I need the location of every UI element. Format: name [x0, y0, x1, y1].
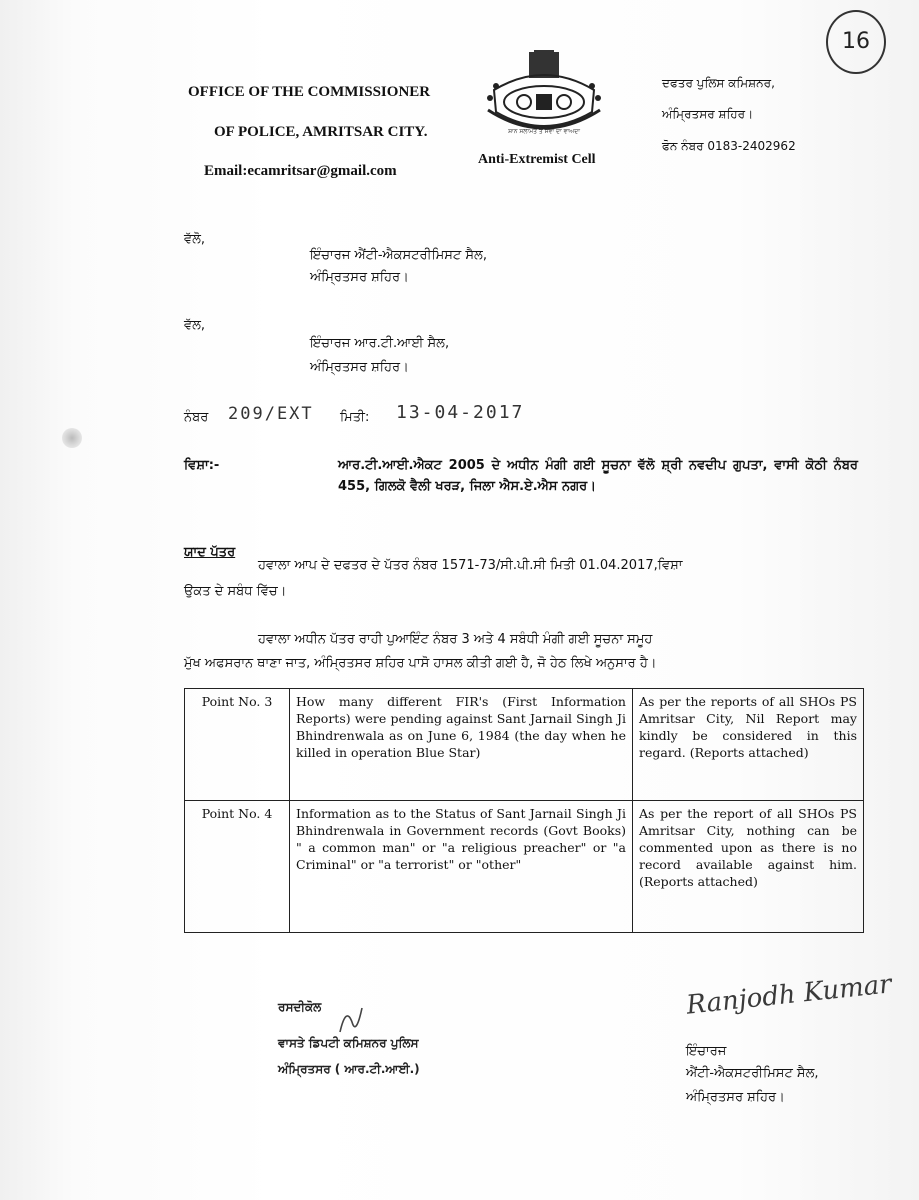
table-row — [185, 801, 864, 933]
to-label: ਵੱਲ, — [184, 318, 206, 333]
from-label: ਵੱਲੋ, — [184, 232, 206, 247]
from-line1: ਇੰਚਾਰਜ ਐਂਟੀ-ਐਕਸਟਰੀਮਿਸਟ ਸੈਲ, — [310, 248, 487, 263]
point-cell: Point No. 3 — [185, 689, 290, 801]
pa-phone: ਫੋਨ ਨੰਬਰ 0183-2402962 — [662, 139, 796, 153]
answer-cell: As per the report of all SHOs PS Amritsar City, nothing can be commented upon as there is no record available against him. (Reports attached) — [633, 801, 864, 933]
answer-cell: As per the reports of all SHOs PS Amritsar City, Nil Report may kindly be considered in this regard. (Reports attached) — [633, 689, 864, 801]
to-line1: ਇੰਚਾਰਜ ਆਰ.ਟੀ.ਆਈ ਸੈਲ, — [310, 336, 450, 351]
punch-hole — [62, 428, 82, 448]
para1-line2: ਉਕਤ ਦੇ ਸਬੰਧ ਵਿੱਚ। — [184, 584, 287, 599]
pa-city: ਅੰਮ੍ਰਿਤਸਰ ਸ਼ਹਿਰ। — [662, 107, 754, 121]
ref-date-value: 13-04-2017 — [396, 402, 525, 423]
signature-line2: ਐਂਟੀ-ਐਕਸਟਰੀਮਿਸਟ ਸੈਲ, — [686, 1066, 819, 1081]
para1-line1: ਹਵਾਲਾ ਆਪ ਦੇ ਦਫਤਰ ਦੇ ਪੱਤਰ ਨੰਬਰ 1571-73/ਸੀ.ਪੀ.ਸੀ ਮਿਤੀ 01.04.2017,ਵਿਸ਼ਾ — [258, 558, 683, 573]
question-cell: Information as to the Status of Sant Jarnail Singh Ji Bhindrenwala in Government records (Govt Books) " a common man" or "a religious preacher" or "a Criminal" or "a terrorist" or "other" — [290, 801, 633, 933]
para2-line1: ਹਵਾਲਾ ਅਧੀਨ ਪੱਤਰ ਰਾਹੀ ਪੁਆਇੰਟ ਨੰਬਰ 3 ਅਤੇ 4 ਸਬੰਧੀ ਮੰਗੀ ਗਈ ਸੂਚਨਾ ਸਮੂਹ — [258, 632, 653, 647]
para2-line2: ਮੁੱਖ ਅਫਸਰਾਨ ਥਾਣਾ ਜਾਤ, ਅੰਮ੍ਰਿਤਸਰ ਸ਼ਹਿਰ ਪਾਸੋ ਹਾਸਲ ਕੀਤੀ ਗਈ ਹੈ, ਜੋ ਹੇਠ ਲਿਖੇ ਅਨੁਸਾਰ ਹੈ। — [184, 656, 657, 671]
signature-scrawl: Ranjodh Kumar — [684, 969, 893, 1021]
endorsement-line1: ਰਸਦੀਕੋਲ — [278, 1000, 322, 1014]
question-cell: How many different FIR's (First Information Reports) were pending against Sant Jarnail Singh Ji Bhindrenwala as on June 6, 1984 (the day when he killed in operation Blue Star) — [290, 689, 633, 801]
office-email: Email:ecamritsar@gmail.com — [204, 163, 397, 179]
subject-label: ਵਿਸ਼ਾ:- — [184, 458, 220, 473]
emblem-motto: ਸ਼ਾਨ ਸਲਾਮਤ ਤੇ ਸੇਵਾ ਦਾ ਵਾਅਦਾ — [508, 128, 580, 135]
point-cell: Point No. 4 — [185, 801, 290, 933]
signature-line3: ਅੰਮ੍ਰਿਤਸਰ ਸ਼ਹਿਰ। — [686, 1090, 785, 1105]
table-row — [185, 689, 864, 801]
page-number: 16 — [826, 10, 886, 74]
to-line2: ਅੰਮ੍ਰਿਤਸਰ ਸ਼ਹਿਰ। — [310, 360, 409, 375]
rti-points-table — [184, 688, 864, 933]
pa-office: ਦਫਤਰ ਪੁਲਿਸ ਕਮਿਸ਼ਨਰ, — [662, 76, 775, 90]
police-emblem — [474, 50, 614, 150]
reminder-heading: ਯਾਦ ਪੱਤਰ — [184, 545, 236, 560]
subject-text: ਆਰ.ਟੀ.ਆਈ.ਐਕਟ 2005 ਦੇ ਅਧੀਨ ਮੰਗੀ ਗਈ ਸੂਚਨਾ ਵੱਲੋ ਸ਼੍ਰੀ ਨਵਦੀਪ ਗੁਪਤਾ, ਵਾਸੀ ਕੋਠੀ ਨੰਬਰ 455, ਗਿਲਕੋ ਵੈਲੀ ਖਰੜ, ਜਿਲਾ ਐਸ.ਏ.ਐਸ ਨਗਰ। — [338, 458, 858, 494]
ref-number-value: 209/EXT — [228, 404, 314, 424]
endorsement-line2: ਵਾਸਤੇ ਡਿਪਟੀ ਕਮਿਸ਼ਨਰ ਪੁਲਿਸ — [278, 1036, 419, 1050]
office-title-line1: OFFICE OF THE COMMISSIONER — [188, 84, 431, 100]
ref-number-label: ਨੰਬਰ — [184, 410, 209, 425]
endorsement-line3: ਅੰਮ੍ਰਿਤਸਰ ( ਆਰ.ਟੀ.ਆਈ.) — [278, 1062, 420, 1076]
cell-title: Anti-Extremist Cell — [478, 152, 596, 167]
signature-title: ਇੰਚਾਰਜ — [686, 1044, 727, 1059]
ref-date-label: ਮਿਤੀ: — [340, 410, 370, 425]
initials-mark — [336, 1002, 366, 1038]
office-title-line2: OF POLICE, AMRITSAR CITY. — [214, 124, 428, 140]
from-line2: ਅੰਮ੍ਰਿਤਸਰ ਸ਼ਹਿਰ। — [310, 270, 409, 285]
